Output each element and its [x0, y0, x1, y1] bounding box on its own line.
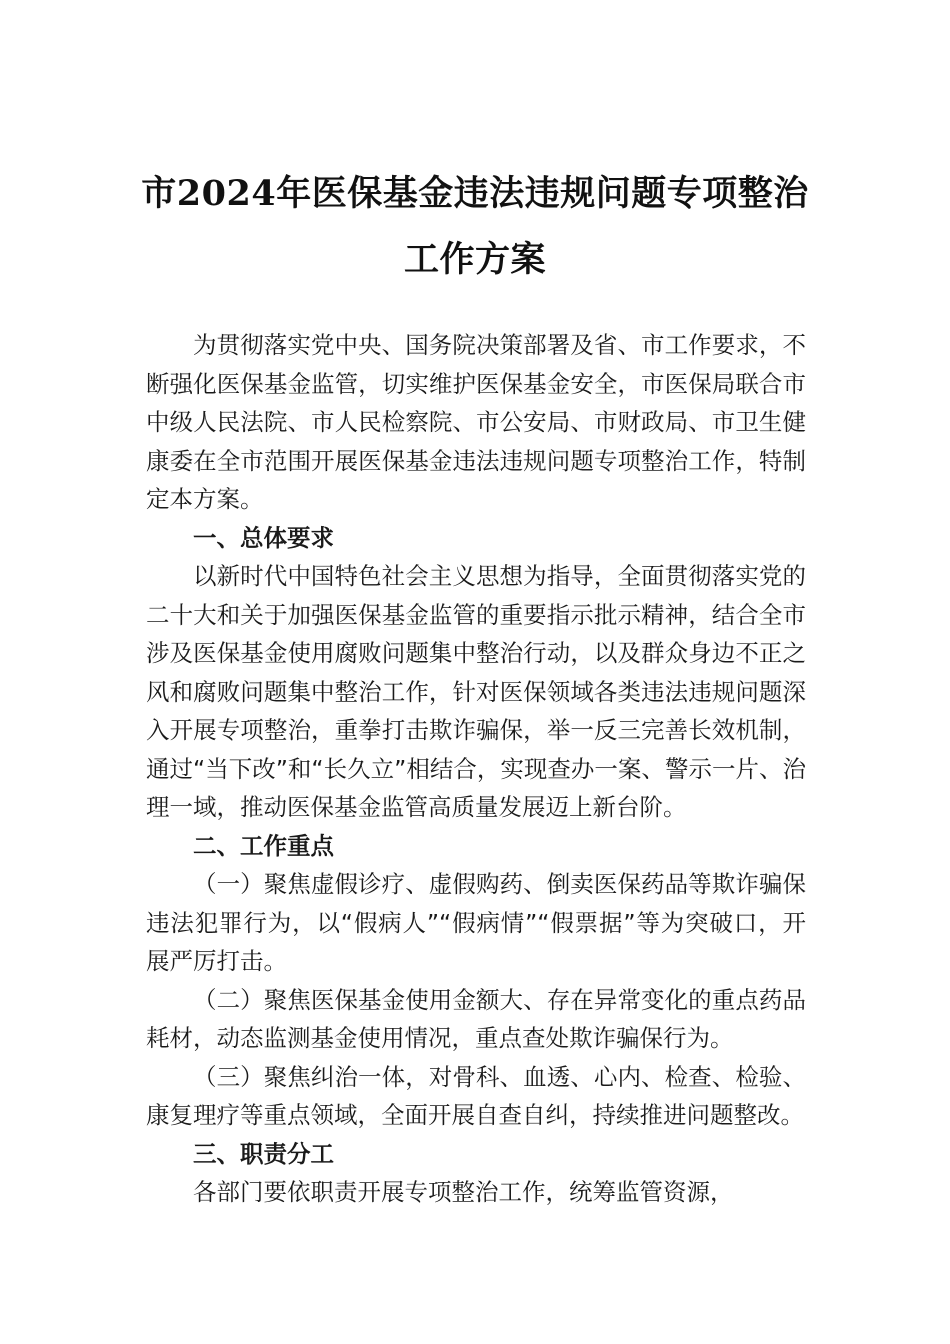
- document-body: [146, 326, 806, 1212]
- intro-paragraph: 为贯彻落实党中央、国务院决策部署及省、市工作要求，不断强化医保基金监管，切实维护医保基金安全，市医保局联合市中级人民法院、市人民检察院、市公安局、市财政局、市卫生健康委在全市范围开展医保基金违法违规问题专项整治工作，特制定本方案。: [146, 331, 806, 513]
- section2-item-3: （三）聚焦纠治一体，对骨科、血透、心内、检查、检验、康复理疗等重点领域，全面开展自查自纠，持续推进问题整改。: [146, 1062, 806, 1129]
- section1-paragraph: 以新时代中国特色社会主义思想为指导，全面贯彻落实党的二十大和关于加强医保基金监管的重要指示批示精神，结合全市涉及医保基金使用腐败问题集中整治行动，以及群众身边不正之风和腐败问题集中整治工作，针对医保领域各类违法违规问题深入开展专项整治，重拳打击欺诈骗保，举一反三完善长效机制，通过“当下改”和“长久立”相结合，实现查办一案、警示一片、治理一域，推动医保基金监管高质量发展迈上新台阶。: [146, 562, 806, 821]
- document-title-line1: 市2024年医保基金违法违规问题专项整治: [141, 173, 809, 214]
- document-title-line2: 工作方案: [403, 239, 546, 280]
- section2-item-1: （一）聚焦虚假诊疗、虚假购药、倒卖医保药品等欺诈骗保违法犯罪行为，以“假病人”“假病情”“假票据”等为突破口，开展严厉打击。: [146, 870, 806, 975]
- section3-paragraph: 各部门要依职责开展专项整治工作，统筹监管资源，: [193, 1178, 734, 1206]
- section2-item-2: （二）聚焦医保基金使用金额大、存在异常变化的重点药品耗材，动态监测基金使用情况，重点查处欺诈骗保行为。: [146, 985, 806, 1052]
- section1-heading: 一、总体要求: [193, 523, 334, 552]
- section2-heading: 二、工作重点: [193, 831, 334, 860]
- section3-heading: 三、职责分工: [193, 1139, 334, 1168]
